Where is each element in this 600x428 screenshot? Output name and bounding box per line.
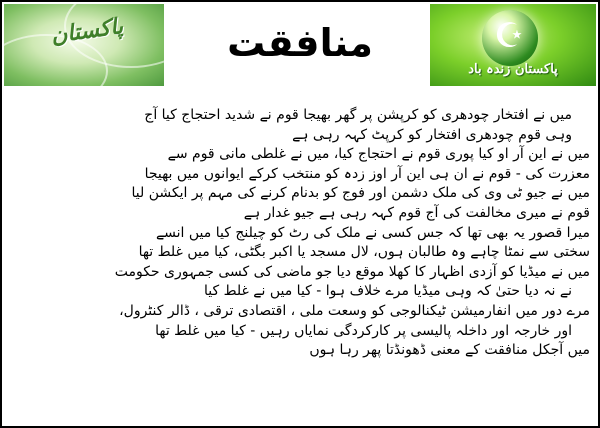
article-line: مرے دور میں انفارمیشن ٹیکنالوجی کو وسعت ملی ، اقتصادی ترقی ، ڈالر کنٹرول، [119, 302, 590, 319]
left-logo-text: پاکستان [49, 13, 125, 49]
crescent-star-icon: ☪ [494, 16, 525, 56]
article-line: میرا قصور یہ بھی تھا کہ جس کسی نے ملک کی رٹ کو چیلنج کیا میں انسے [155, 224, 590, 241]
article-line: میں نے این آر او کیا پوری قوم نے احتجاج کیا، میں نے غلطی مانی قوم سے [167, 146, 590, 163]
article-line: معزرت کی - قوم نے ان ہی این آر اوز زدہ کو منتخب کرکے ایوانوں میں بھیجا [144, 165, 590, 182]
article-line: سختی سے نمٹا چاہے وہ طالبان ہوں، لال مسجد یا اکبر بگٹی، کیا میں غلط تھا [138, 244, 590, 261]
page-title: منافقت [227, 21, 373, 65]
article-line: وہی قوم چودھری افتخار کو کرپٹ کہہ رہی ہے [292, 126, 572, 143]
left-banner-image [4, 4, 164, 86]
article-line: قوم نے میری مخالفت کی آج قوم کہہ رہی ہے جیو غدار ہے [243, 204, 590, 221]
article-line: میں نے افتخار چودھری کو کرپشن پر گھر بھیجا قوم نے شدید احتجاج کیا آج [144, 107, 572, 123]
article-line: میں نے جیو ٹی وی کی ملک دشمن اور فوج کو بدنام کرنے کی مہم پر ایکشن لیا [131, 185, 590, 202]
article-body [10, 106, 590, 361]
article-line: اور خارجہ اور داخلہ پالیسی پر کارکردگی نمایاں رہیں - کیا میں غلط تھا [155, 322, 572, 339]
article-line: میں نے میڈیا کو آزدی اظہار کا کھلا موقع دیا جو ماضی کی کسی جمہوری حکومت [114, 263, 590, 280]
right-banner-image [430, 4, 596, 86]
right-logo-text: پاکستان زندہ باد [468, 62, 558, 77]
article-line: نے نہ دیا حتیٰ کہ وہی میڈیا مرے خلاف ہوا - کیا میں نے غلط کیا [204, 283, 572, 300]
article-line: میں آجکل منافقت کے معنی ڈھونڈتا پھر رہا ہوں [309, 342, 590, 359]
